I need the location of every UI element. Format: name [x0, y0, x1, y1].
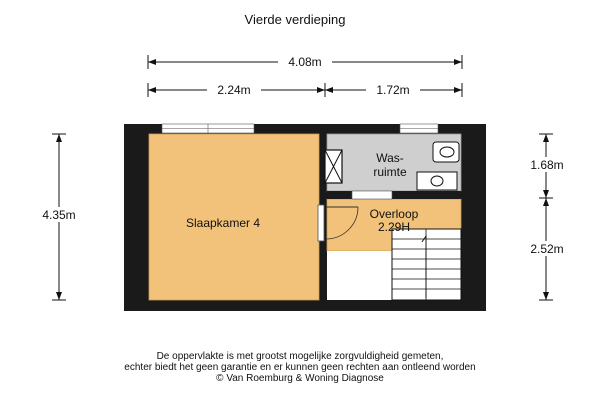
dimension-right-width-label: 1.72m [376, 83, 410, 97]
landing-height-label: 2.29H [377, 220, 411, 234]
copyright-line: © Van Roemburg & Woning Diagnose [216, 373, 384, 384]
window-laundry [400, 124, 438, 133]
floor-title: Vierde verdieping [244, 12, 346, 27]
staircase [392, 229, 461, 300]
dimension-total-height-label: 4.35m [42, 208, 76, 222]
dimension-lower-right-height-label: 2.52m [530, 242, 564, 256]
laundry-label-line1: Was- [376, 151, 404, 165]
dimension-total-height [34, 134, 84, 300]
washing-machine-icon [417, 172, 457, 190]
dimension-right-heights [522, 134, 572, 300]
toilet-icon [433, 142, 459, 162]
disclaimer-line-2: echter biedt het geen garantie en er kunnen geen rechten aan ontleend worden [124, 362, 476, 373]
disclaimer-line-1: De oppervlakte is met grootst mogelijke zorgvuldigheid gemeten, [156, 351, 444, 362]
dimension-upper-right-height-label: 1.68m [530, 158, 564, 172]
dimension-total-width-label: 4.08m [288, 55, 322, 69]
laundry-landing-wall [327, 191, 461, 199]
bedroom-label: Slaapkamer 4 [185, 216, 261, 230]
dimension-total-width [148, 54, 462, 69]
window-bedroom [162, 124, 254, 133]
dimension-left-width-label: 2.24m [217, 83, 251, 97]
laundry-label-line2: ruimte [373, 165, 407, 179]
landing-label: Overloop [369, 207, 419, 221]
dimension-part-widths [148, 82, 462, 97]
shaft-symbol [325, 150, 342, 183]
door-laundry [352, 191, 392, 199]
